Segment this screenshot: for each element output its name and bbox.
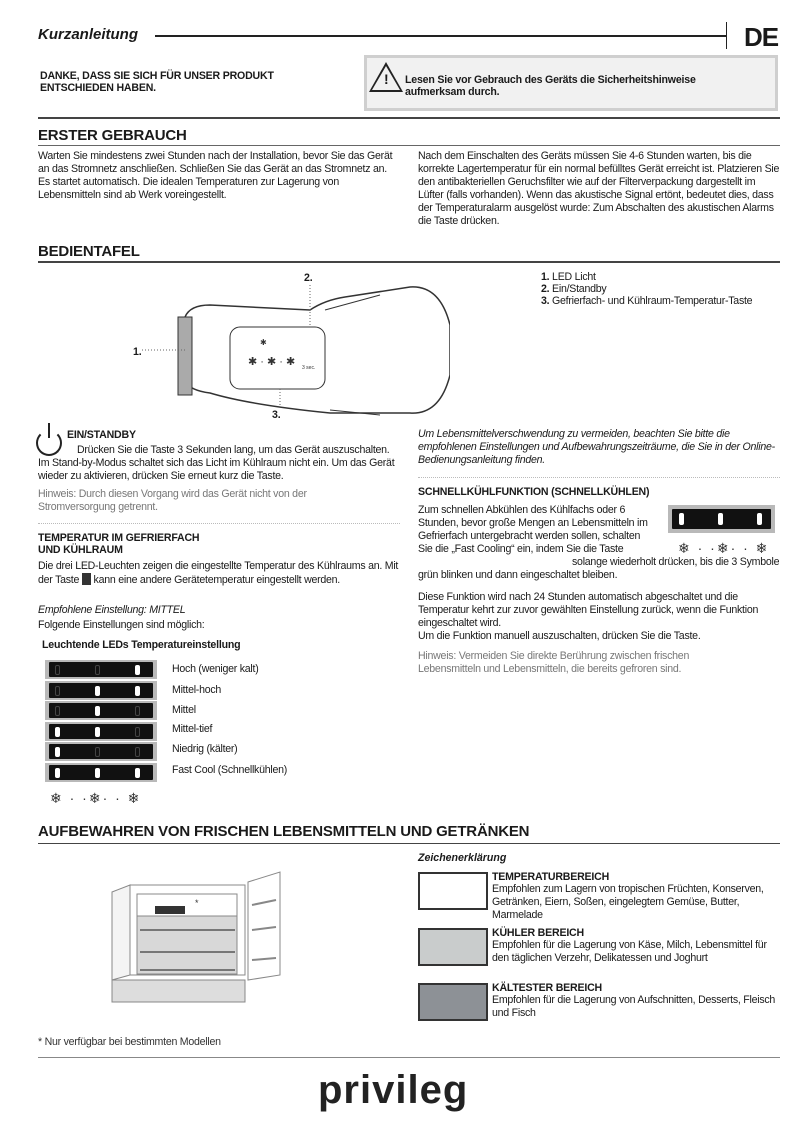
- section-title-first-use: ERSTER GEBRAUCH: [38, 127, 187, 144]
- legend-num: 2.: [541, 283, 550, 295]
- callout-2: 2.: [304, 272, 313, 284]
- temp-button-icon: [82, 573, 91, 585]
- led-on: [135, 665, 140, 675]
- fastcool-text-4: Um die Funktion manuell auszuschalten, drücken Sie die Taste.: [418, 630, 701, 642]
- thanks-text: DANKE, DASS SIE SICH FÜR UNSER PRODUKT ENTSCHIEDEN HABEN.: [40, 70, 274, 94]
- led-on: [95, 768, 100, 778]
- asterisk-mark: *: [195, 898, 199, 908]
- led-off: [55, 686, 60, 696]
- legend-label: LED Licht: [552, 271, 596, 283]
- section-rule: [38, 117, 780, 119]
- zone-swatch-temperate: [418, 872, 488, 910]
- led-on: [135, 686, 140, 696]
- warning-text: Lesen Sie vor Gebrauch des Geräts die Sicherheitshinweise aufmerksam durch.: [405, 74, 696, 98]
- led-on: [55, 747, 60, 757]
- led-off: [95, 665, 100, 675]
- first-use-right-text: Nach dem Einschalten des Geräts müssen Sie 4-6 Stunden warten, bis die korrekte Lagertemperatur für ein normal befülltes Gerät erreicht ist. Platzieren Sie den antibakteriellen Geruchsfilter wie auf der Filterverpackung dargestellt im Lüfter (falls vorhanden). Wenn das akustische Signal ertönt, bedeutet dies, dass der Temperaturalarm ausgelöst wurde: Zum Abschalten des akustischen Alarms die Taste drücken.: [418, 150, 780, 227]
- led-setting-label: Niedrig (kälter): [172, 743, 238, 755]
- svg-text:✱ · ✱ · ✱: ✱ · ✱ · ✱: [248, 356, 296, 368]
- temp-text: [38, 560, 400, 587]
- footer-rule: [38, 1057, 780, 1058]
- fastcool-title: SCHNELLKÜHLFUNKTION (SCHNELLKÜHLEN): [418, 486, 650, 498]
- led-on: [95, 686, 100, 696]
- fastcool-note: Hinweis: Vermeiden Sie direkte Berührung zwischen frischen Lebensmitteln und Lebensmitteln, die bereits gefroren sind.: [418, 650, 690, 675]
- footnote: * Nur verfügbar bei bestimmten Modellen: [38, 1036, 221, 1048]
- led-off: [55, 665, 60, 675]
- led-off: [135, 706, 140, 716]
- recommended-setting: Empfohlene Einstellung: MITTEL: [38, 604, 186, 616]
- language-code: DE: [744, 22, 779, 52]
- zone-name: TEMPERATURBEREICH: [492, 871, 610, 883]
- led-row: [45, 763, 157, 782]
- divider: [418, 477, 780, 478]
- led-row: [45, 660, 157, 679]
- panel-legend-item: [541, 283, 771, 295]
- legend-label: Gefrierfach- und Kühlraum-Temperatur-Taste: [552, 295, 753, 307]
- led-row: [45, 681, 157, 700]
- led-off: [55, 706, 60, 716]
- led-setting-label: Mittel: [172, 704, 196, 716]
- led-on: [718, 513, 723, 525]
- callout-1: 1.: [133, 346, 142, 358]
- led-on: [55, 727, 60, 737]
- power-icon-bar: [48, 423, 50, 438]
- panel-legend: [541, 271, 771, 307]
- led-on: [679, 513, 684, 525]
- section-underline: [38, 843, 780, 844]
- brand-logo: privileg: [318, 1068, 469, 1112]
- control-panel-diagram: [130, 265, 450, 425]
- led-setting-label: Mittel-hoch: [172, 683, 222, 696]
- legend-title: Zeichenerklärung: [418, 852, 507, 864]
- led-off: [95, 747, 100, 757]
- standby-text-1: Drücken Sie die Taste 3 Sekunden lang, um das Gerät auszuschalten.: [77, 444, 390, 456]
- possible-settings: Folgende Einstellungen sind möglich:: [38, 619, 205, 631]
- fridge-illustration: [100, 870, 300, 1010]
- led-on: [757, 513, 762, 525]
- temp-text-b: kann eine andere Gerätetemperatur eingestellt werden.: [93, 574, 341, 586]
- zone-text: Empfohlen zum Lagern von tropischen Früchten, Konserven, Getränken, Eiern, Soßen, eingelegtem Gemüse, Butter, Marmelade: [492, 883, 764, 921]
- led-off: [135, 727, 140, 737]
- warning-icon-mark: !: [384, 71, 389, 87]
- fastcool-snowflake-icons: ❄ · ·❄· · ❄: [678, 540, 770, 556]
- led-on: [135, 768, 140, 778]
- fastcool-text-2-content: solange wiederholt drücken, bis die 3 Symbole grün blinken und dann eingeschaltet bleiben.: [418, 556, 780, 581]
- zone-text: Empfohlen für die Lagerung von Käse, Milch, Lebensmittel für den täglichen Verzehr, Delikatessen und Joghurt: [492, 939, 767, 964]
- header-rule: [155, 35, 727, 37]
- standby-text-2: Im Stand-by-Modus schaltet sich das Licht im Kühlraum nicht ein. Um das Gerät wieder zu aktivieren, drücken Sie erneut kurz die Taste.: [38, 457, 395, 482]
- zone-swatch-cooler: [418, 928, 488, 966]
- led-row: [45, 701, 157, 720]
- zone-temperate: [492, 871, 782, 922]
- temp-title-1: TEMPERATUR IM GEFRIERFACH: [38, 532, 200, 544]
- svg-text:✱: ✱: [260, 338, 267, 347]
- led-on: [95, 727, 100, 737]
- callout-3: 3.: [272, 409, 281, 421]
- section-title-panel: BEDIENTAFEL: [38, 243, 140, 260]
- panel-legend-item: [541, 295, 771, 307]
- fastcool-led-strip: [668, 505, 775, 533]
- warning-box: [364, 55, 778, 111]
- legend-num: 3.: [541, 295, 550, 307]
- snowflake-icons: ❄ · ·❄· · ❄: [50, 790, 142, 806]
- standby-title: EIN/STANDBY: [67, 429, 136, 441]
- zone-cooler: [492, 927, 782, 965]
- led-off: [135, 747, 140, 757]
- section-underline: [38, 261, 780, 263]
- fastcool-text-2: [418, 556, 780, 582]
- zone-text: Empfohlen für die Lagerung von Aufschnitten, Desserts, Fleisch und Fisch: [492, 994, 776, 1019]
- led-on: [95, 706, 100, 716]
- led-row: [45, 742, 157, 761]
- led-setting-label: Mittel-tief: [172, 722, 213, 735]
- header-divider: [726, 22, 727, 49]
- food-waste-note: Um Lebensmittelverschwendung zu vermeiden, beachten Sie bitte die empfohlenen Einstellungen und Aufbewahrungszeiträume, die Sie in der Online-Bedienungsanleitung finden.: [418, 428, 775, 466]
- panel-legend-item: [541, 271, 771, 283]
- zone-name: KÄLTESTER BEREICH: [492, 982, 602, 994]
- section-title-storage: AUFBEWAHREN VON FRISCHEN LEBENSMITTELN UND GETRÄNKEN: [38, 823, 530, 840]
- fastcool-text-3: Diese Funktion wird nach 24 Stunden automatisch abgeschaltet und die Temperatur kehrt zur zuvor gewählten Einstellung zurück, wenn die Funktion eingeschaltet wird.: [418, 591, 759, 629]
- zone-name: KÜHLER BEREICH: [492, 927, 584, 939]
- standby-note: Hinweis: Durch diesen Vorgang wird das Gerät nicht von der Stromversorgung getrennt.: [38, 488, 307, 513]
- led-row: [45, 722, 157, 741]
- led-on: [55, 768, 60, 778]
- temp-text-a: Die drei LED-Leuchten zeigen die eingestellte Temperatur des Kühlraums an. Mit der Taste: [38, 560, 399, 586]
- legend-label: Ein/Standby: [552, 283, 607, 295]
- legend-num: 1.: [541, 271, 550, 283]
- led-table-title: Leuchtende LEDs Temperatureinstellung: [42, 639, 241, 651]
- first-use-left-text: Warten Sie mindestens zwei Stunden nach der Installation, bevor Sie das Gerät an das Stromnetz anschließen. Schließen Sie das Gerät an das Stromnetz an. Es startet automatisch. Die idealen Temperaturen zur Lagerung von Lebensmitteln sind ab Werk voreingestellt.: [38, 150, 393, 201]
- led-setting-label: Fast Cool (Schnellkühlen): [172, 763, 288, 776]
- zone-coldest: [492, 982, 782, 1020]
- temp-title-2: UND KÜHLRAUM: [38, 544, 123, 556]
- doc-title: Kurzanleitung: [38, 26, 138, 43]
- fastcool-text-1: Zum schnellen Abkühlen des Kühlfachs oder 6 Stunden, bevor große Mengen an Lebensmitteln im Gefrierfach untergebracht werden sollen, schalten Sie die „Fast Cooling“ ein, indem Sie die Taste: [418, 504, 648, 555]
- zone-swatch-coldest: [418, 983, 488, 1021]
- led-setting-label: Hoch (weniger kalt): [172, 663, 259, 675]
- panel-3sec-label: 3 sec.: [302, 365, 316, 371]
- divider: [38, 523, 400, 524]
- section-underline: [38, 145, 780, 146]
